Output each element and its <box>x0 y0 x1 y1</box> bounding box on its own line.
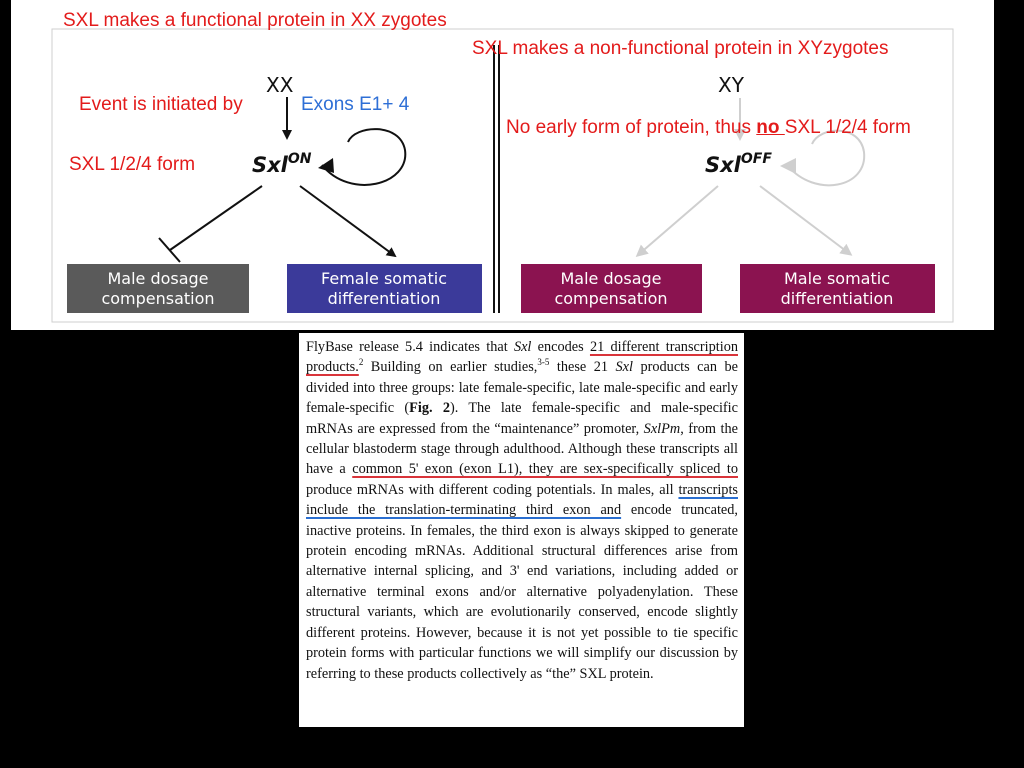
gene-name: Sxl <box>252 153 288 177</box>
sxl-on-label <box>252 151 312 177</box>
gray-arrow-left <box>638 186 718 255</box>
event-initiated-annotation: Event is initiated by <box>79 94 243 115</box>
genotype-xx: XX <box>266 73 294 97</box>
gene-state-off: OFF <box>740 151 772 167</box>
sxl-off-label <box>705 151 772 177</box>
paper-excerpt <box>299 333 744 727</box>
activation-arrow <box>300 186 395 256</box>
paper-paragraph: FlyBase release 5.4 indicates that Sxl encodes 21 different transcription products.$^2$ Building on earlier studies,$^{3-5}$ these 21 Sxl products can be divided into three groups: late female-specific, late male-specific and early female-specific (Fig. 2). The late female-specific and male-specific mRNAs are expressed from the “maintenance” promoter, SxlPm, from the cellular blastoderm stage through adulthood. Although these transcripts all have a common 5' exon (exon L1), they are sex-specifically spliced to produce mRNAs with different coding potentials. In males, all transcripts include the translation-terminating third exon and encode truncated, inactive proteins. In females, the third exon is always skipped to generate protein encoding mRNAs. Additional structural differences arise from alternative internal splicing, and 3' end variations, including added or alternative terminal exons and/or alternative polyadenylation. These structural variants, which are evolutionarily conserved, encode slightly different proteins. However, because it is not yet possible to tie specific protein forms with particular functions we will simplify our discussion by referring to these products collectively as “the” SXL protein. <box>306 339 739 682</box>
gene-state-on: ON <box>287 151 312 167</box>
no-early-prefix: No early form of protein, thus <box>506 117 757 138</box>
box-male-somatic-line1: Male somatic <box>783 269 891 288</box>
highlight-third-exon: transcripts include the translation-terminating third exon and <box>306 481 738 519</box>
loop-arrowhead-off-icon <box>780 158 796 174</box>
no-early-form-annotation <box>506 117 911 139</box>
sxl-form-annotation: SXL 1/2/4 form <box>69 154 196 175</box>
box-male-dosage-xy-line1: Male dosage <box>560 269 662 288</box>
highlight-21-products: 21 different transcription products. <box>306 339 738 376</box>
no-early-suffix: SXL 1/2/4 form <box>784 117 911 138</box>
box-male-dosage-xx-line2: compensation <box>101 289 215 308</box>
title-xy-annotation: SXL makes a non-functional protein in XYzygotes <box>472 38 889 59</box>
title-xx-annotation: SXL makes a functional protein in XX zygotes <box>63 10 447 31</box>
box-female-somatic-line1: Female somatic <box>321 269 447 288</box>
repression-bar-icon <box>159 238 180 262</box>
box-male-somatic-line2: differentiation <box>780 289 894 308</box>
repression-line <box>170 186 262 250</box>
box-male-dosage-xx-line1: Male dosage <box>107 269 209 288</box>
exons-annotation: Exons E1+ 4 <box>301 94 410 115</box>
box-female-somatic-line2: differentiation <box>327 289 441 308</box>
no-word: no <box>756 117 785 138</box>
gene-name-right: Sxl <box>705 153 741 177</box>
autoregulation-loop <box>322 129 405 185</box>
highlight-common-exon: common 5' exon (exon L1), they are sex-specifically spliced to <box>352 461 738 478</box>
gray-arrow-right <box>760 186 850 254</box>
genotype-xy: XY <box>718 73 744 97</box>
box-male-dosage-xy-line2: compensation <box>554 289 668 308</box>
